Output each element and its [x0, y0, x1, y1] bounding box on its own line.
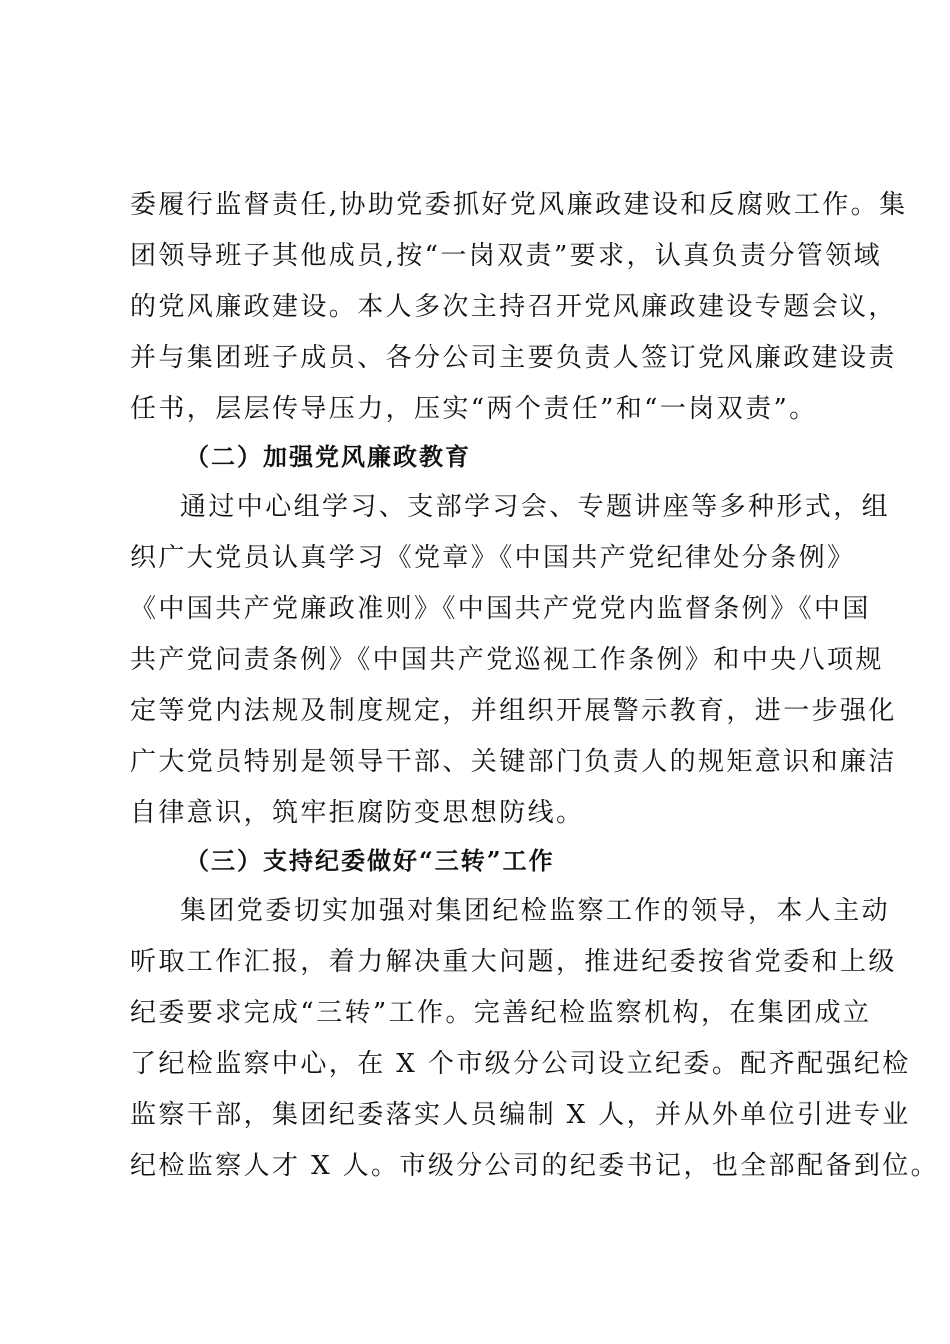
paragraph-line: 了纪检监察中心，在 X 个市级分公司设立纪委。配齐配强纪检 [130, 1049, 911, 1079]
paragraph-line: 的党风廉政建设。本人多次主持召开党风廉政建设专题会议， [130, 292, 897, 322]
paragraph-line: 自律意识，筑牢拒腐防变思想防线。 [130, 798, 585, 828]
paragraph-line: 定等党内法规及制度规定，并组织开展警示教育，进一步强化 [130, 696, 897, 726]
section-heading: （二）加强党风廉政教育 [185, 442, 471, 471]
paragraph-line: 织广大党员认真学习《党章》《中国共产党纪律处分条例》 [130, 543, 856, 573]
paragraph-line: 委履行监督责任,协助党委抓好党风廉政建设和反腐败工作。集 [130, 190, 908, 220]
paragraph-line: 通过中心组学习、支部学习会、专题讲座等多种形式，组 [180, 492, 891, 522]
paragraph-line: 纪检监察人才 X 人。市级分公司的纪委书记，也全部配备到位。 [130, 1151, 940, 1181]
paragraph-line: 监察干部，集团纪委落实人员编制 X 人，并从外单位引进专业 [130, 1100, 911, 1130]
paragraph-line: 集团党委切实加强对集团纪检监察工作的领导，本人主动 [180, 896, 891, 926]
paragraph-line: 任书，层层传导压力，压实“两个责任”和“一岗双责”。 [130, 394, 818, 424]
paragraph-line: 广大党员特别是领导干部、关键部门负责人的规矩意识和廉洁 [130, 747, 897, 777]
paragraph-line: 《中国共产党廉政准则》《中国共产党党内监督条例》《中国 [130, 594, 871, 624]
paragraph-line: 共产党问责条例》《中国共产党巡视工作条例》和中央八项规 [130, 645, 884, 675]
section-heading: （三）支持纪委做好“三转”工作 [185, 846, 555, 875]
paragraph-line: 听取工作汇报，着力解决重大问题，推进纪委按省党委和上级 [130, 947, 897, 977]
paragraph-line: 纪委要求完成“三转”工作。完善纪检监察机构，在集团成立 [130, 998, 872, 1028]
paragraph-line: 并与集团班子成员、各分公司主要负责人签订党风廉政建设责 [130, 343, 897, 373]
paragraph-line: 团领导班子其他成员,按“一岗双责”要求，认真负责分管领域 [130, 241, 883, 271]
